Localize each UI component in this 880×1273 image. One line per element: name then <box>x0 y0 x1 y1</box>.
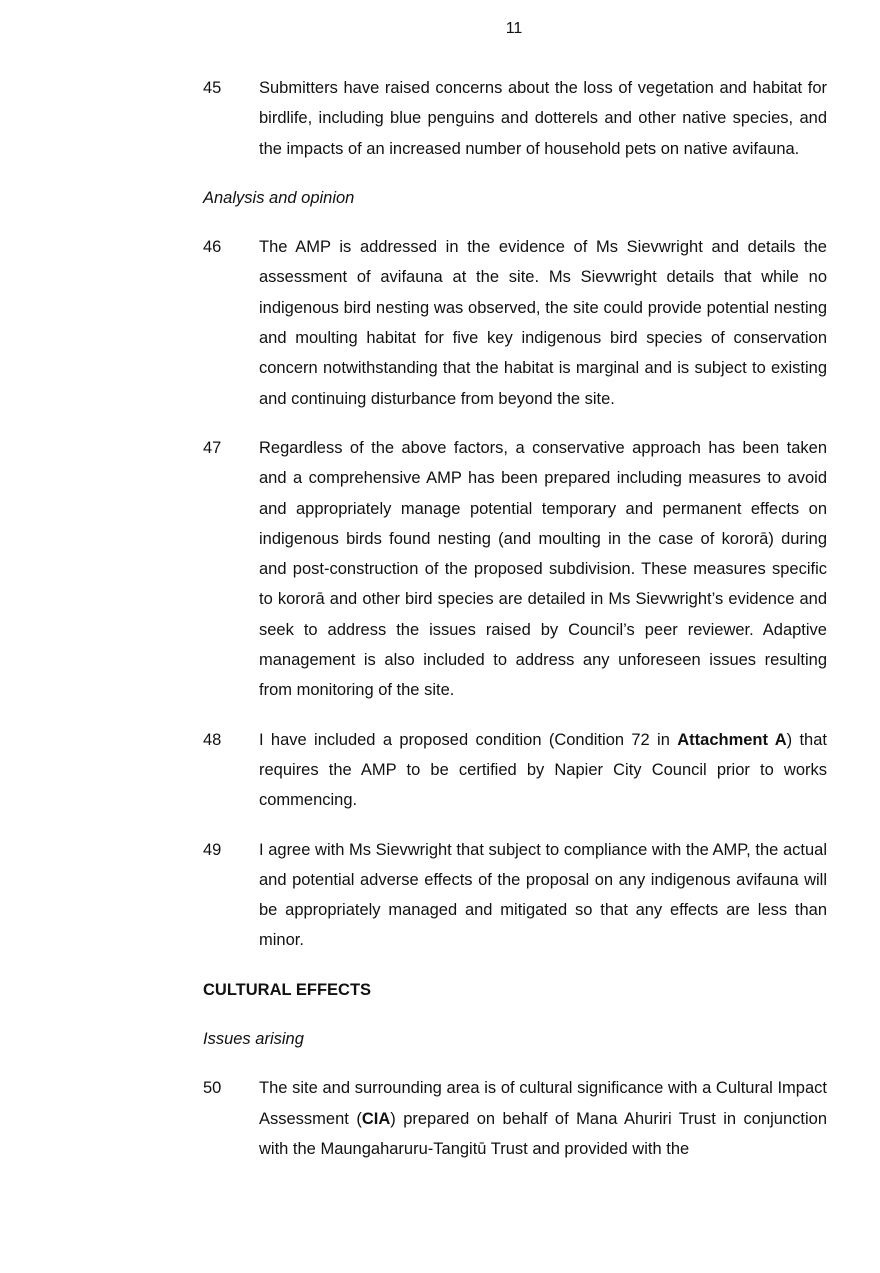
paragraph-text: I agree with Ms Sievwright that subject to compliance with the AMP, the actual and potential adverse effects of the proposal on any indigenous avifauna will be appropriately managed and mitigated so that any effects are less than minor. <box>259 840 827 950</box>
page-number: 11 <box>505 20 523 37</box>
paragraph-number: 47 <box>203 438 222 457</box>
paragraph-text: Submitters have raised concerns about the loss of vegetation and habitat for birdlife, including blue penguins and dotterels and other native species, and the impacts of an increased number of household pets on native avifauna. <box>259 79 827 158</box>
paragraph-text <box>259 725 827 816</box>
text-run: The site and surrounding area is of cultural significance with a Cultural Impact Assessment ( <box>259 1079 827 1128</box>
paragraph-number: 46 <box>203 238 222 257</box>
paragraph-48 <box>203 725 827 816</box>
subheading-issues-arising: Issues arising <box>203 1030 304 1049</box>
text-run: ) prepared on behalf of Mana Ahuriri Trust in conjunction with the Maungaharuru-Tangitū Trust and provided with the <box>259 1109 828 1158</box>
text-run: I have included a proposed condition (Condition 72 in <box>259 730 678 749</box>
section-heading-cultural-effects: CULTURAL EFFECTS <box>203 980 372 999</box>
attachment-reference: Attachment A <box>677 730 787 749</box>
paragraph-number: 49 <box>203 840 222 859</box>
subheading-analysis-and-opinion: Analysis and opinion <box>203 188 355 207</box>
cia-abbreviation: CIA <box>361 1109 391 1128</box>
paragraph-47 <box>203 433 827 706</box>
paragraph-49 <box>203 835 827 956</box>
paragraph-number: 45 <box>203 79 222 97</box>
document-body <box>203 73 827 1183</box>
paragraph-46 <box>203 232 827 414</box>
paragraph-text: Regardless of the above factors, a conservative approach has been taken and a comprehensive AMP has been prepared including measures to avoid and appropriately manage potential temporary and permanent effects on indigenous birds found nesting (and moulting in the case of kororā) during and post-construction of the proposed subdivision. These measures specific to kororā and other bird species are detailed in Ms Sievwright’s evidence and seek to address the issues raised by Council’s peer reviewer. Adaptive management is also included to address any unforeseen issues resulting from monitoring of the site. <box>259 438 827 700</box>
paragraph-text: The AMP is addressed in the evidence of Ms Sievwright and details the assessment of avifauna at the site. Ms Sievwright details that while no indigenous bird nesting was observed, the site could provide potential nesting and moulting habitat for five key indigenous bird species of conservation concern notwithstanding that the habitat is marginal and is subject to existing and continuing disturbance from beyond the site. <box>259 238 827 408</box>
paragraph-number: 50 <box>203 1079 222 1098</box>
paragraph-number: 48 <box>203 730 222 749</box>
paragraph-45 <box>203 73 827 164</box>
paragraph-50 <box>203 1073 827 1164</box>
paragraph-text <box>259 1073 827 1164</box>
text-run: ) that requires the AMP to be certified by Napier City Council prior to works commencing. <box>259 730 827 810</box>
